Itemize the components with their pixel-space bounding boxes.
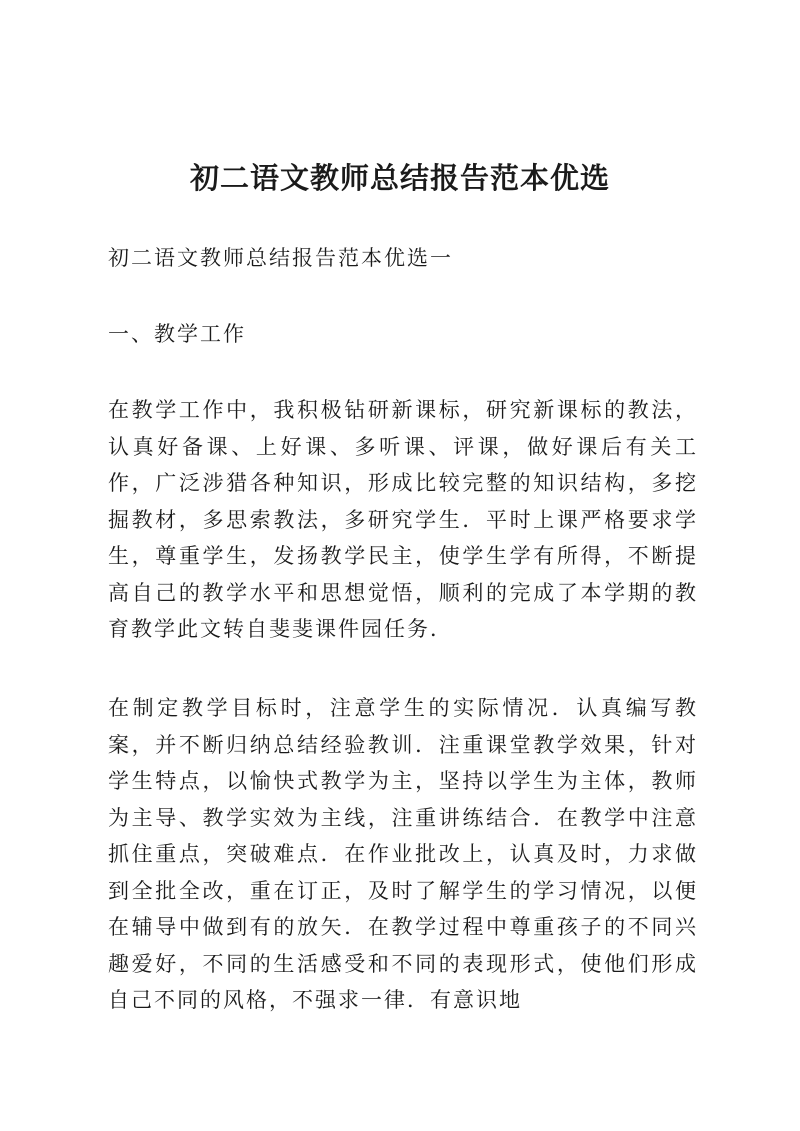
- paragraph: 在制定教学目标时，注意学生的实际情况．认真编写教案，并不断归纳总结经验教训．注重课堂教学效果，针对学生特点，以愉快式教学为主，坚持以学生为主体，教师为主导、教学实效为主线，注重讲练结合．在教学中注意抓住重点，突破难点．在作业批改上，认真及时，力求做到全批全改，重在订正，及时了解学生的学习情况，以便在辅导中做到有的放矢．在教学过程中尊重孩子的不同兴趣爱好，不同的生活感受和不同的表现形式，使他们形成自己不同的风格，不强求一律．有意识地: [108, 696, 698, 1012]
- document-subtitle: 初二语文教师总结报告范本优选一: [108, 246, 453, 270]
- paragraph: 在教学工作中，我积极钻研新课标，研究新课标的教法，认真好备课、上好课、多听课、评课，做好课后有关工作，广泛涉猎各种知识，形成比较完整的知识结构，多挖掘教材，多思索教法，多研究学生．平时上课严格要求学生，尊重学生，发扬教学民主，使学生学有所得，不断提高自己的教学水平和思想觉悟，顺利的完成了本学期的教育教学此文转自斐斐课件园任务．: [108, 398, 698, 641]
- section-heading: 一、教学工作: [108, 322, 246, 346]
- document-title: 初二语文教师总结报告范本优选: [189, 161, 610, 195]
